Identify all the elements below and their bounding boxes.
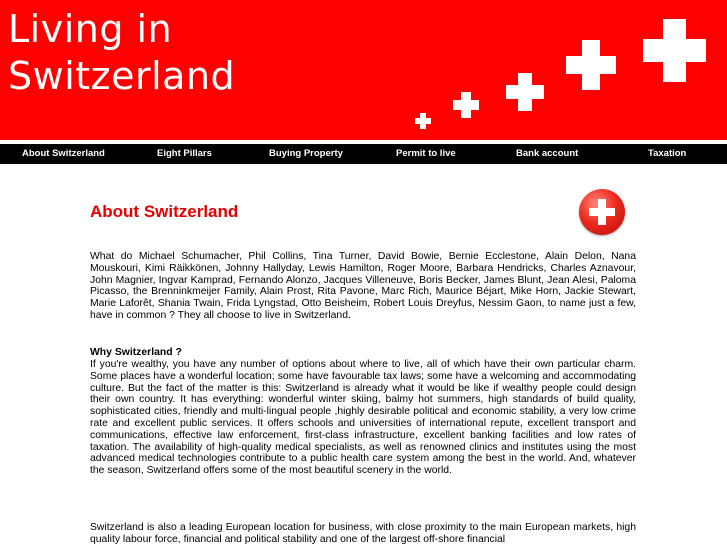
swiss-cross-icon xyxy=(506,73,544,111)
intro-paragraph: What do Michael Schumacher, Phil Collins, Tina Turner, David Bowie, Bernie Ecclestone, Alain Delon, Nana Mouskouri, Kimi Räikkönen, Johnny Hallyday, Lewis Hamilton, Roger Moore, Barbara Hendricks, Charles Aznavour, John Magnier, Ingvar Kamprad, Fernando Alonzo, Jacques Villeneuve, Boris Becker, James Blunt, Jean Alesi, Paloma Picasso, the Brenninkmeijer Family, Alain Prost, Rita Pavone, Marc Rich, Maurice Béjart, Mike Horn, Jackie Stewart, Marie Laforêt, Shania Twain, Frida Lyngstad, Otto Beisheim, Robert Louis Dreyfus, Nessim Gaon, to name just a few, have in common ? They all choose to live in Switzerland. xyxy=(90,251,636,321)
swiss-cross-icon xyxy=(453,92,479,118)
page-title: About Switzerland xyxy=(90,202,239,221)
main-navigation xyxy=(0,144,727,164)
site-title-line1: Living in xyxy=(8,7,173,51)
why-switzerland-paragraph: If you're wealthy, you have any number of options about where to live, all of which have their own particular charm. Some places have a wonderful location; some have favourable tax laws; some have a welcoming and accommodating culture. But the fact of the matter is this: Switzerland is already what it would be like if wealthy people could design their own country. It has everything: wonderful winter skiing, balmy hot summers, high standards of build quality, sophisticated cities, friendly and multi-lingual people ,highly desirable political and economic stability, a very low crime rate and excellent public services. It offers schools and universities of international repute, excellent transport and communications, effective law enforcement, first-class infrastructure, excellent banking facilities and low rates of taxation. The availability of high-quality medical specialists, as well as renowned clinics and institutes using the most advanced medical technologies contribute to a public health care system among the best in the world. And, whatever the season, Switzerland offers some of the most beautiful scenery in the world. xyxy=(90,359,636,477)
nav-bank-account[interactable]: Bank account xyxy=(516,148,579,159)
nav-taxation[interactable]: Taxation xyxy=(648,148,687,159)
nav-permit-to-live[interactable]: Permit to live xyxy=(396,148,456,159)
nav-buying-property[interactable]: Buying Property xyxy=(269,148,343,159)
site-title-line2: Switzerland xyxy=(8,54,236,98)
nav-eight-pillars[interactable]: Eight Pillars xyxy=(157,148,212,159)
site-title xyxy=(8,6,235,100)
business-paragraph: Switzerland is also a leading European location for business, with close proximity to the main European markets, high quality labour force, financial and political stability and one of the largest off-shore financial xyxy=(90,522,636,545)
why-switzerland-heading: Why Switzerland ? xyxy=(90,347,182,358)
swiss-cross-icon xyxy=(643,19,706,82)
swiss-cross-icon xyxy=(566,40,616,90)
swiss-cross-badge-icon xyxy=(579,189,625,235)
header-banner xyxy=(0,0,727,140)
swiss-cross-icon xyxy=(415,113,431,129)
nav-about-switzerland[interactable]: About Switzerland xyxy=(22,148,105,159)
content-header xyxy=(90,196,636,222)
